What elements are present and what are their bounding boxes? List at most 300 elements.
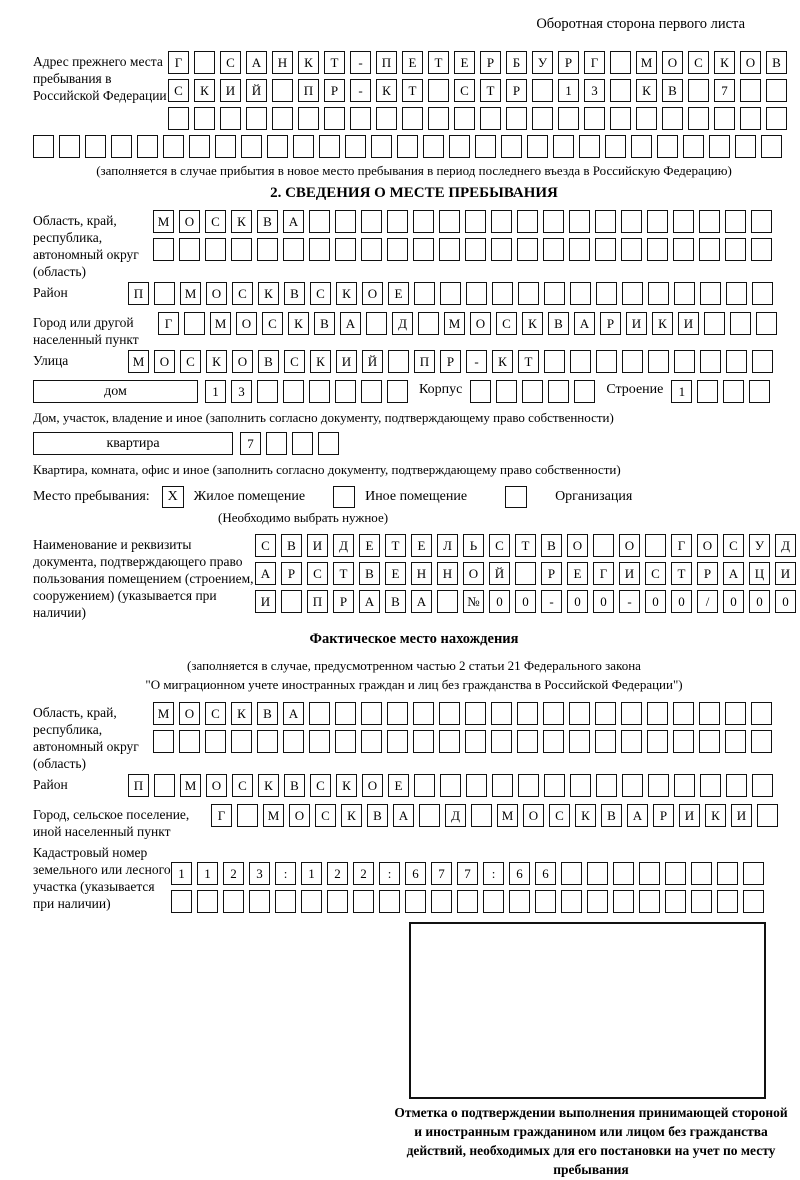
char-cell[interactable]: О <box>179 702 200 725</box>
char-cell[interactable] <box>379 890 400 913</box>
char-cell[interactable] <box>293 135 314 158</box>
char-cell[interactable]: 1 <box>301 862 322 885</box>
char-cell[interactable] <box>596 774 617 797</box>
char-cell[interactable]: 0 <box>749 590 770 613</box>
char-cell[interactable] <box>699 238 720 261</box>
char-cell[interactable]: А <box>283 210 304 233</box>
char-cell[interactable]: Т <box>518 350 539 373</box>
inoe-checkbox[interactable] <box>333 486 355 508</box>
char-cell[interactable] <box>752 774 773 797</box>
char-cell[interactable] <box>647 702 668 725</box>
char-cell[interactable] <box>324 107 345 130</box>
char-cell[interactable] <box>231 730 252 753</box>
char-cell[interactable] <box>496 380 517 403</box>
char-cell[interactable]: 2 <box>327 862 348 885</box>
char-cell[interactable]: О <box>619 534 640 557</box>
char-cell[interactable] <box>283 730 304 753</box>
char-cell[interactable] <box>683 135 704 158</box>
char-cell[interactable]: С <box>645 562 666 585</box>
char-cell[interactable]: И <box>731 804 752 827</box>
char-cell[interactable]: К <box>194 79 215 102</box>
char-cell[interactable] <box>413 238 434 261</box>
char-cell[interactable] <box>517 210 538 233</box>
stroenie-row[interactable] <box>671 380 775 403</box>
char-cell[interactable] <box>543 238 564 261</box>
char-cell[interactable]: К <box>336 774 357 797</box>
char-cell[interactable]: 1 <box>171 862 192 885</box>
char-cell[interactable]: 6 <box>509 862 530 885</box>
char-cell[interactable] <box>595 238 616 261</box>
char-cell[interactable]: Н <box>411 562 432 585</box>
char-cell[interactable]: Е <box>388 282 409 305</box>
zhiloe-checkbox[interactable]: X <box>162 486 184 508</box>
char-cell[interactable] <box>717 862 738 885</box>
char-cell[interactable] <box>491 210 512 233</box>
char-cell[interactable] <box>621 702 642 725</box>
char-cell[interactable]: С <box>489 534 510 557</box>
char-cell[interactable]: Т <box>671 562 692 585</box>
char-cell[interactable] <box>465 702 486 725</box>
char-cell[interactable] <box>137 135 158 158</box>
char-cell[interactable] <box>428 107 449 130</box>
char-cell[interactable] <box>532 79 553 102</box>
char-cell[interactable]: 7 <box>714 79 735 102</box>
kadastr-row-1[interactable] <box>171 862 769 885</box>
char-cell[interactable] <box>673 210 694 233</box>
char-cell[interactable]: 3 <box>584 79 605 102</box>
char-cell[interactable] <box>309 702 330 725</box>
char-cell[interactable] <box>595 210 616 233</box>
char-cell[interactable]: Д <box>775 534 796 557</box>
char-cell[interactable]: М <box>497 804 518 827</box>
char-cell[interactable]: Г <box>211 804 232 827</box>
char-cell[interactable] <box>709 135 730 158</box>
char-cell[interactable] <box>309 730 330 753</box>
char-cell[interactable] <box>431 890 452 913</box>
char-cell[interactable]: Р <box>324 79 345 102</box>
char-cell[interactable]: С <box>232 282 253 305</box>
char-cell[interactable] <box>501 135 522 158</box>
char-cell[interactable]: М <box>128 350 149 373</box>
char-cell[interactable] <box>387 702 408 725</box>
char-cell[interactable] <box>610 79 631 102</box>
char-cell[interactable]: А <box>393 804 414 827</box>
char-cell[interactable] <box>361 210 382 233</box>
char-cell[interactable] <box>387 238 408 261</box>
char-cell[interactable] <box>751 702 772 725</box>
oblast-row-2[interactable] <box>153 238 777 261</box>
char-cell[interactable] <box>168 107 189 130</box>
char-cell[interactable] <box>205 238 226 261</box>
char-cell[interactable]: О <box>362 774 383 797</box>
char-cell[interactable]: О <box>179 210 200 233</box>
char-cell[interactable]: Р <box>440 350 461 373</box>
char-cell[interactable]: Б <box>506 51 527 74</box>
char-cell[interactable] <box>257 238 278 261</box>
char-cell[interactable] <box>665 862 686 885</box>
kvartira-field-box[interactable]: квартира <box>33 432 233 455</box>
char-cell[interactable]: Е <box>385 562 406 585</box>
char-cell[interactable] <box>492 774 513 797</box>
char-cell[interactable]: К <box>231 210 252 233</box>
char-cell[interactable] <box>439 238 460 261</box>
char-cell[interactable]: А <box>411 590 432 613</box>
char-cell[interactable]: : <box>379 862 400 885</box>
char-cell[interactable] <box>154 282 175 305</box>
kadastr-row-2[interactable] <box>171 890 769 913</box>
char-cell[interactable] <box>470 380 491 403</box>
char-cell[interactable] <box>613 890 634 913</box>
char-cell[interactable]: В <box>541 534 562 557</box>
char-cell[interactable]: О <box>236 312 257 335</box>
prev-address-row-4[interactable] <box>33 135 795 158</box>
char-cell[interactable]: М <box>210 312 231 335</box>
char-cell[interactable] <box>223 890 244 913</box>
char-cell[interactable]: В <box>284 774 305 797</box>
char-cell[interactable]: Г <box>593 562 614 585</box>
char-cell[interactable] <box>561 890 582 913</box>
char-cell[interactable] <box>743 890 764 913</box>
char-cell[interactable]: 1 <box>558 79 579 102</box>
char-cell[interactable]: Г <box>168 51 189 74</box>
char-cell[interactable] <box>622 774 643 797</box>
char-cell[interactable] <box>111 135 132 158</box>
char-cell[interactable] <box>492 282 513 305</box>
char-cell[interactable] <box>418 312 439 335</box>
char-cell[interactable] <box>518 774 539 797</box>
char-cell[interactable] <box>423 135 444 158</box>
char-cell[interactable]: С <box>310 774 331 797</box>
char-cell[interactable] <box>740 107 761 130</box>
char-cell[interactable] <box>319 135 340 158</box>
char-cell[interactable]: : <box>483 862 504 885</box>
char-cell[interactable]: Й <box>489 562 510 585</box>
char-cell[interactable]: М <box>263 804 284 827</box>
char-cell[interactable]: Е <box>402 51 423 74</box>
char-cell[interactable]: П <box>307 590 328 613</box>
char-cell[interactable] <box>740 79 761 102</box>
char-cell[interactable] <box>584 107 605 130</box>
char-cell[interactable]: Д <box>445 804 466 827</box>
char-cell[interactable] <box>558 107 579 130</box>
char-cell[interactable] <box>648 350 669 373</box>
char-cell[interactable] <box>714 107 735 130</box>
char-cell[interactable]: О <box>362 282 383 305</box>
char-cell[interactable] <box>361 702 382 725</box>
char-cell[interactable]: К <box>258 282 279 305</box>
char-cell[interactable] <box>466 282 487 305</box>
char-cell[interactable]: Р <box>281 562 302 585</box>
char-cell[interactable]: С <box>723 534 744 557</box>
char-cell[interactable] <box>723 380 744 403</box>
char-cell[interactable] <box>387 730 408 753</box>
char-cell[interactable]: С <box>255 534 276 557</box>
char-cell[interactable] <box>437 590 458 613</box>
char-cell[interactable]: К <box>652 312 673 335</box>
char-cell[interactable] <box>163 135 184 158</box>
char-cell[interactable]: 0 <box>515 590 536 613</box>
char-cell[interactable]: К <box>492 350 513 373</box>
char-cell[interactable]: К <box>206 350 227 373</box>
char-cell[interactable] <box>454 107 475 130</box>
organizatsiya-checkbox[interactable] <box>505 486 527 508</box>
char-cell[interactable]: К <box>636 79 657 102</box>
char-cell[interactable]: 6 <box>405 862 426 885</box>
char-cell[interactable] <box>283 380 304 403</box>
char-cell[interactable]: С <box>232 774 253 797</box>
char-cell[interactable]: 1 <box>671 380 692 403</box>
char-cell[interactable]: К <box>705 804 726 827</box>
char-cell[interactable] <box>673 730 694 753</box>
char-cell[interactable] <box>197 890 218 913</box>
char-cell[interactable] <box>622 282 643 305</box>
char-cell[interactable] <box>645 534 666 557</box>
char-cell[interactable] <box>283 238 304 261</box>
char-cell[interactable] <box>596 282 617 305</box>
char-cell[interactable] <box>752 282 773 305</box>
char-cell[interactable] <box>480 107 501 130</box>
char-cell[interactable] <box>179 730 200 753</box>
char-cell[interactable]: В <box>766 51 787 74</box>
char-cell[interactable] <box>674 774 695 797</box>
char-cell[interactable]: О <box>206 774 227 797</box>
char-cell[interactable] <box>548 380 569 403</box>
char-cell[interactable]: В <box>367 804 388 827</box>
char-cell[interactable]: К <box>341 804 362 827</box>
char-cell[interactable] <box>440 282 461 305</box>
char-cell[interactable] <box>439 210 460 233</box>
char-cell[interactable]: 2 <box>223 862 244 885</box>
char-cell[interactable] <box>621 238 642 261</box>
char-cell[interactable] <box>397 135 418 158</box>
char-cell[interactable]: Т <box>385 534 406 557</box>
char-cell[interactable]: Г <box>158 312 179 335</box>
char-cell[interactable]: С <box>205 210 226 233</box>
char-cell[interactable] <box>665 890 686 913</box>
char-cell[interactable] <box>726 282 747 305</box>
char-cell[interactable] <box>688 79 709 102</box>
char-cell[interactable]: С <box>284 350 305 373</box>
char-cell[interactable] <box>527 135 548 158</box>
char-cell[interactable]: С <box>168 79 189 102</box>
char-cell[interactable] <box>491 238 512 261</box>
char-cell[interactable] <box>361 380 382 403</box>
char-cell[interactable]: А <box>246 51 267 74</box>
char-cell[interactable] <box>544 350 565 373</box>
char-cell[interactable] <box>272 107 293 130</box>
char-cell[interactable]: Е <box>388 774 409 797</box>
char-cell[interactable]: Г <box>584 51 605 74</box>
char-cell[interactable] <box>543 702 564 725</box>
char-cell[interactable] <box>699 730 720 753</box>
char-cell[interactable]: К <box>288 312 309 335</box>
char-cell[interactable] <box>532 107 553 130</box>
char-cell[interactable] <box>387 380 408 403</box>
char-cell[interactable]: К <box>336 282 357 305</box>
char-cell[interactable]: Т <box>515 534 536 557</box>
char-cell[interactable] <box>730 312 751 335</box>
char-cell[interactable] <box>522 380 543 403</box>
char-cell[interactable] <box>366 312 387 335</box>
char-cell[interactable] <box>413 210 434 233</box>
char-cell[interactable]: О <box>697 534 718 557</box>
char-cell[interactable]: К <box>231 702 252 725</box>
char-cell[interactable] <box>622 350 643 373</box>
char-cell[interactable] <box>569 238 590 261</box>
char-cell[interactable] <box>215 135 236 158</box>
char-cell[interactable] <box>639 862 660 885</box>
char-cell[interactable] <box>613 862 634 885</box>
char-cell[interactable] <box>440 774 461 797</box>
char-cell[interactable] <box>387 210 408 233</box>
char-cell[interactable] <box>636 107 657 130</box>
char-cell[interactable] <box>517 730 538 753</box>
char-cell[interactable]: С <box>496 312 517 335</box>
char-cell[interactable]: К <box>310 350 331 373</box>
char-cell[interactable]: Е <box>359 534 380 557</box>
char-cell[interactable] <box>267 135 288 158</box>
char-cell[interactable] <box>154 774 175 797</box>
char-cell[interactable]: Е <box>567 562 588 585</box>
char-cell[interactable]: И <box>255 590 276 613</box>
char-cell[interactable]: А <box>255 562 276 585</box>
char-cell[interactable] <box>465 210 486 233</box>
char-cell[interactable]: 0 <box>775 590 796 613</box>
fact-oblast-row-2[interactable] <box>153 730 777 753</box>
prev-address-row-2[interactable] <box>168 79 792 102</box>
char-cell[interactable] <box>353 890 374 913</box>
char-cell[interactable] <box>257 730 278 753</box>
char-cell[interactable]: К <box>522 312 543 335</box>
gorod-row[interactable] <box>158 312 782 335</box>
char-cell[interactable]: О <box>289 804 310 827</box>
char-cell[interactable] <box>766 79 787 102</box>
char-cell[interactable]: - <box>619 590 640 613</box>
char-cell[interactable] <box>257 380 278 403</box>
document-row-2[interactable] <box>255 562 800 585</box>
char-cell[interactable] <box>153 730 174 753</box>
char-cell[interactable] <box>194 107 215 130</box>
char-cell[interactable] <box>405 890 426 913</box>
char-cell[interactable]: С <box>262 312 283 335</box>
char-cell[interactable] <box>674 282 695 305</box>
char-cell[interactable] <box>419 804 440 827</box>
char-cell[interactable]: И <box>307 534 328 557</box>
char-cell[interactable]: И <box>619 562 640 585</box>
char-cell[interactable]: Е <box>411 534 432 557</box>
char-cell[interactable] <box>752 350 773 373</box>
char-cell[interactable]: 0 <box>671 590 692 613</box>
char-cell[interactable] <box>749 380 770 403</box>
char-cell[interactable]: К <box>298 51 319 74</box>
char-cell[interactable]: С <box>688 51 709 74</box>
char-cell[interactable] <box>570 774 591 797</box>
char-cell[interactable]: К <box>714 51 735 74</box>
char-cell[interactable]: И <box>336 350 357 373</box>
char-cell[interactable]: М <box>180 282 201 305</box>
char-cell[interactable] <box>335 238 356 261</box>
char-cell[interactable]: Т <box>428 51 449 74</box>
char-cell[interactable]: С <box>205 702 226 725</box>
char-cell[interactable]: 1 <box>205 380 226 403</box>
char-cell[interactable] <box>220 107 241 130</box>
char-cell[interactable] <box>506 107 527 130</box>
char-cell[interactable] <box>605 135 626 158</box>
char-cell[interactable]: И <box>775 562 796 585</box>
char-cell[interactable] <box>561 862 582 885</box>
char-cell[interactable]: Р <box>480 51 501 74</box>
char-cell[interactable] <box>246 107 267 130</box>
char-cell[interactable]: 0 <box>723 590 744 613</box>
char-cell[interactable] <box>413 702 434 725</box>
char-cell[interactable]: Р <box>333 590 354 613</box>
char-cell[interactable]: Ц <box>749 562 770 585</box>
oblast-row-1[interactable] <box>153 210 777 233</box>
char-cell[interactable] <box>735 135 756 158</box>
char-cell[interactable] <box>237 804 258 827</box>
char-cell[interactable] <box>309 238 330 261</box>
char-cell[interactable] <box>570 350 591 373</box>
char-cell[interactable] <box>595 730 616 753</box>
char-cell[interactable] <box>388 350 409 373</box>
char-cell[interactable]: А <box>574 312 595 335</box>
char-cell[interactable] <box>751 210 772 233</box>
char-cell[interactable] <box>327 890 348 913</box>
char-cell[interactable]: Л <box>437 534 458 557</box>
char-cell[interactable] <box>292 432 313 455</box>
char-cell[interactable]: П <box>298 79 319 102</box>
char-cell[interactable]: Н <box>437 562 458 585</box>
char-cell[interactable] <box>725 702 746 725</box>
char-cell[interactable]: А <box>340 312 361 335</box>
char-cell[interactable]: П <box>376 51 397 74</box>
char-cell[interactable]: Р <box>697 562 718 585</box>
char-cell[interactable] <box>335 702 356 725</box>
char-cell[interactable] <box>335 210 356 233</box>
char-cell[interactable] <box>648 282 669 305</box>
char-cell[interactable] <box>449 135 470 158</box>
char-cell[interactable]: № <box>463 590 484 613</box>
char-cell[interactable] <box>569 702 590 725</box>
char-cell[interactable] <box>483 890 504 913</box>
char-cell[interactable] <box>610 51 631 74</box>
char-cell[interactable]: Е <box>454 51 475 74</box>
char-cell[interactable]: О <box>463 562 484 585</box>
char-cell[interactable] <box>413 730 434 753</box>
char-cell[interactable]: О <box>232 350 253 373</box>
char-cell[interactable]: Н <box>272 51 293 74</box>
char-cell[interactable] <box>700 350 721 373</box>
char-cell[interactable]: С <box>220 51 241 74</box>
char-cell[interactable] <box>717 890 738 913</box>
char-cell[interactable]: В <box>257 210 278 233</box>
char-cell[interactable] <box>691 862 712 885</box>
char-cell[interactable] <box>610 107 631 130</box>
char-cell[interactable]: С <box>310 282 331 305</box>
char-cell[interactable] <box>631 135 652 158</box>
char-cell[interactable] <box>543 210 564 233</box>
raion-row[interactable] <box>128 282 778 305</box>
char-cell[interactable]: О <box>567 534 588 557</box>
char-cell[interactable] <box>766 107 787 130</box>
char-cell[interactable] <box>318 432 339 455</box>
char-cell[interactable]: Й <box>246 79 267 102</box>
char-cell[interactable]: И <box>678 312 699 335</box>
char-cell[interactable]: И <box>626 312 647 335</box>
char-cell[interactable] <box>726 774 747 797</box>
char-cell[interactable] <box>569 210 590 233</box>
char-cell[interactable] <box>350 107 371 130</box>
